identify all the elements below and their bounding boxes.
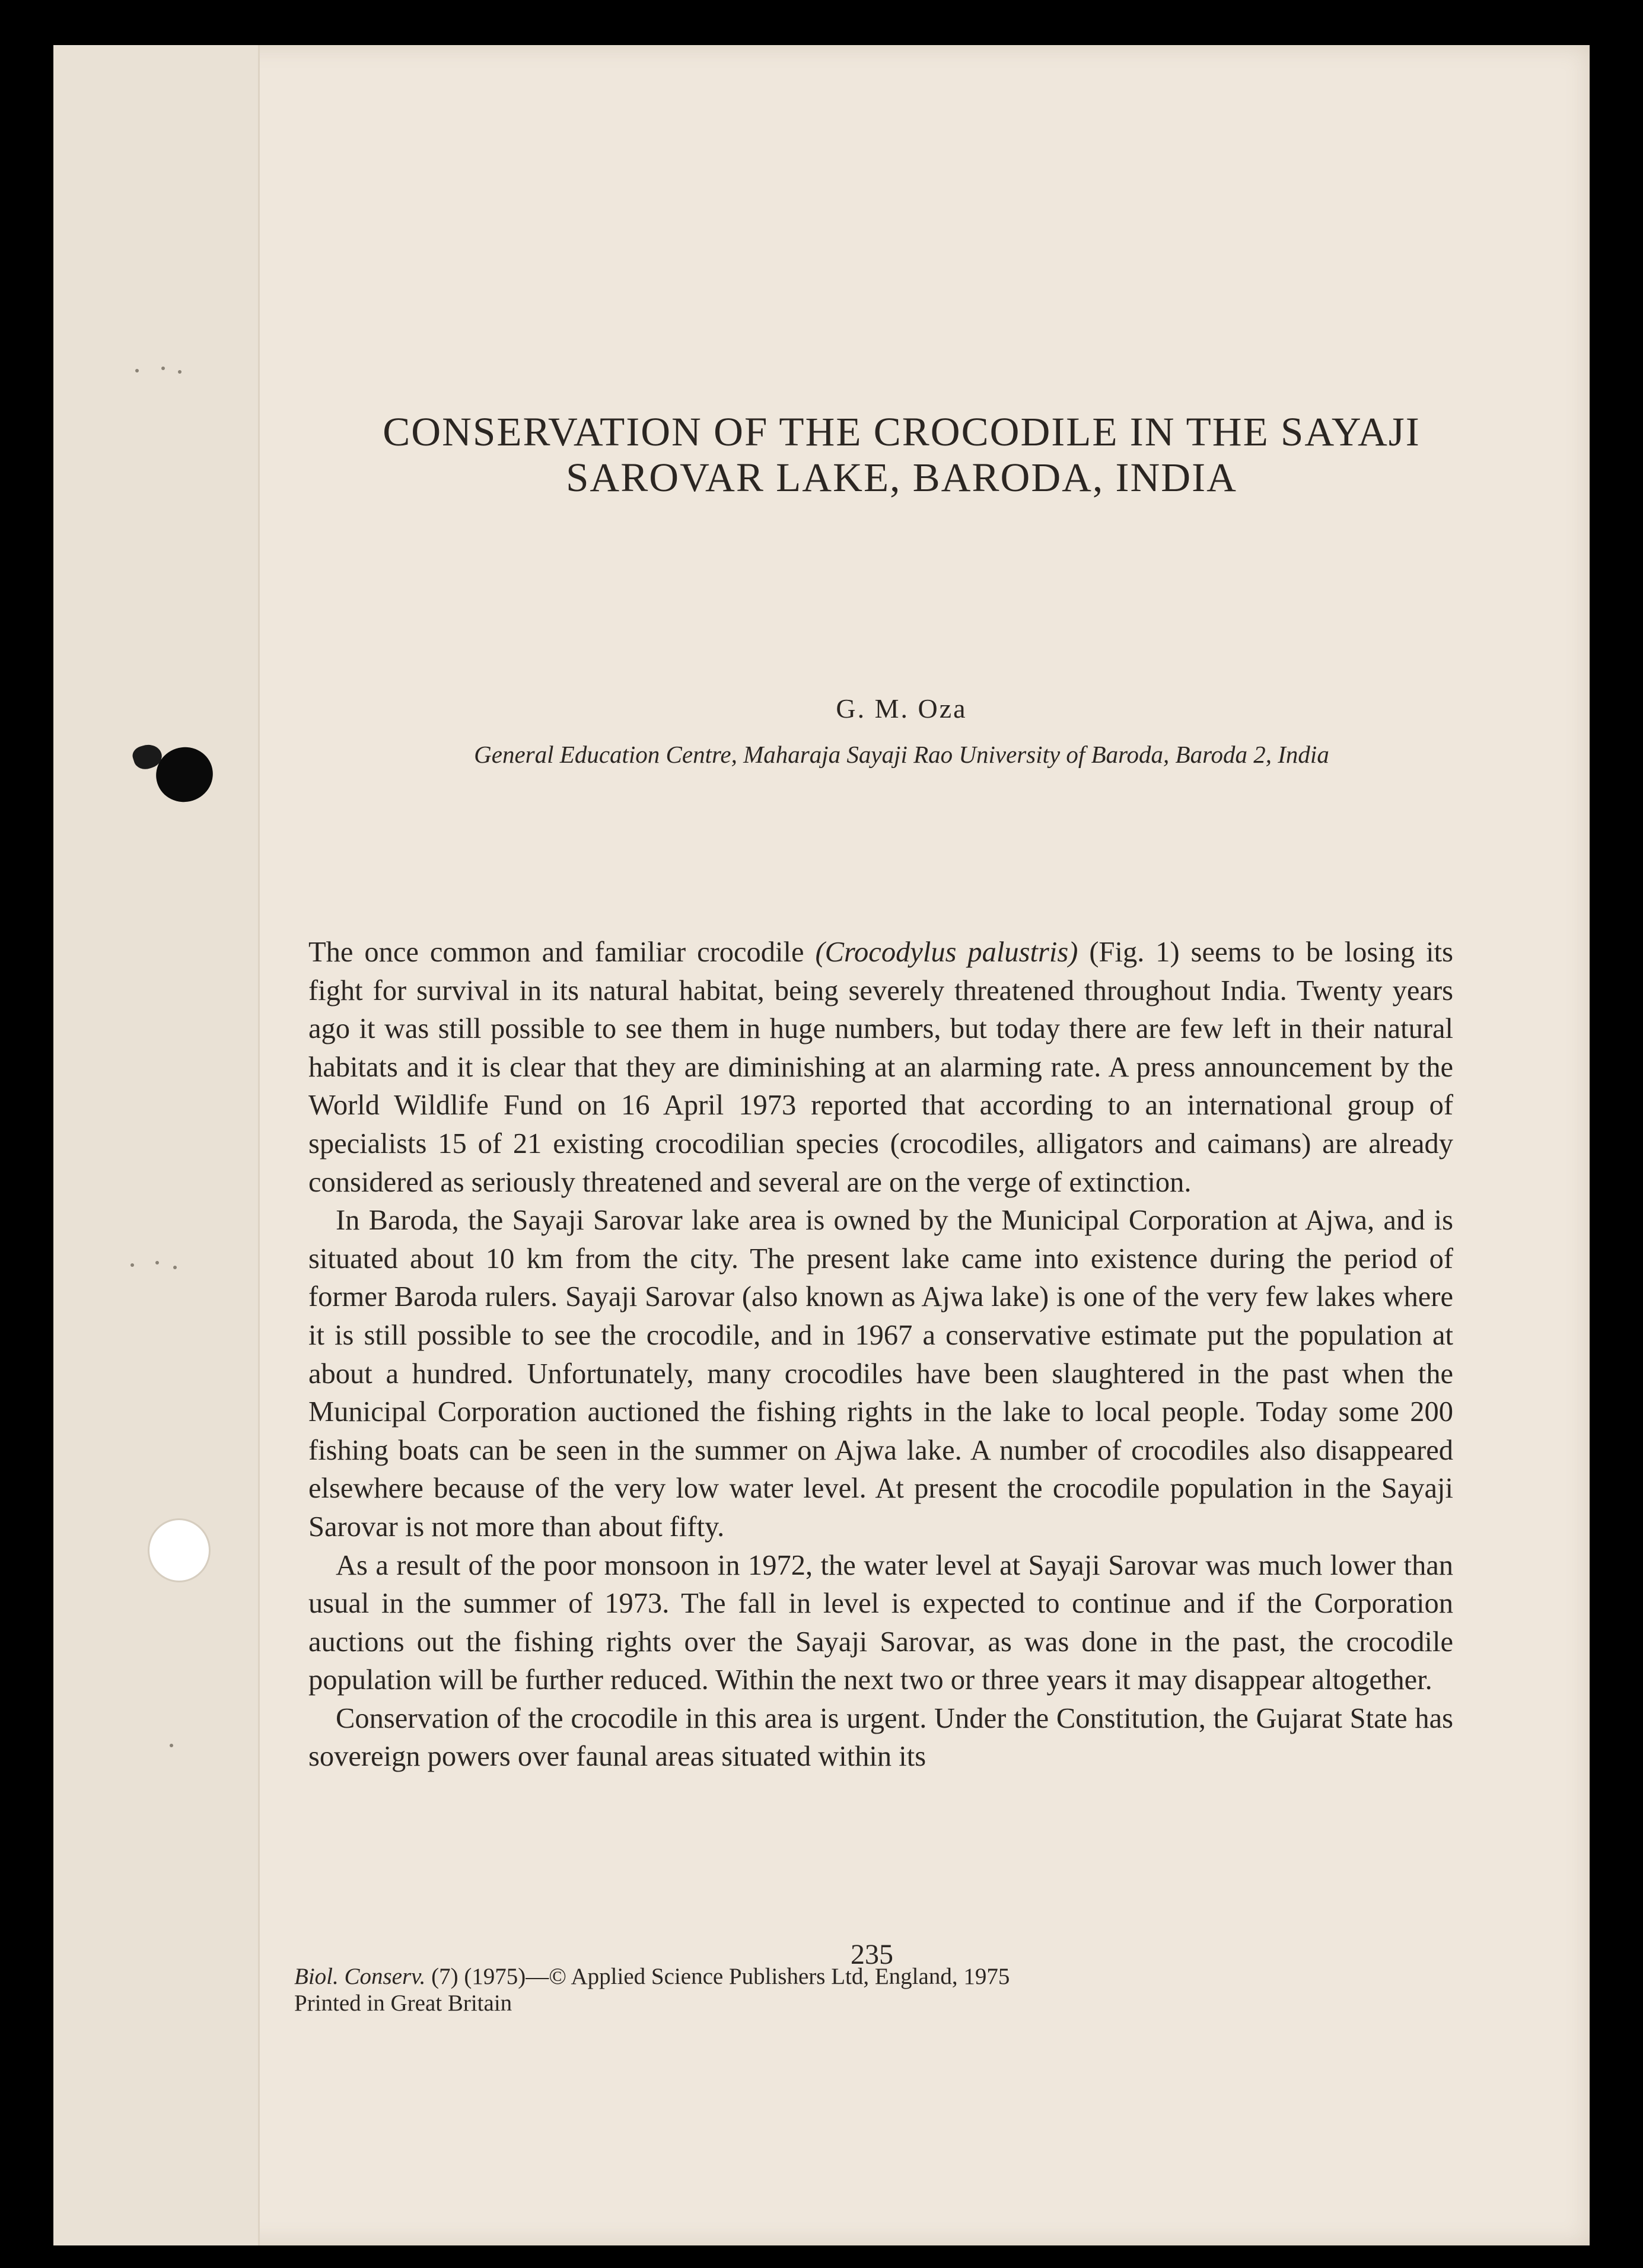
paper-speck xyxy=(173,1266,177,1269)
paragraph-1-rest: (Fig. 1) seems to be losing its fight for survival in its natural habitat, being severely threatened throughout India. Twenty years ago it was still possible to see them in huge numbers, but today there are few left in their natural habitats and it is clear that they are diminishing at an alarming rate. A press announcement by the World Wildlife Fund on 16 April 1973 reported that according to an international group of specialists 15 of 21 existing crocodilian species (crocodiles, alligators and caimans) are already considered as seriously threatened and several are on the verge of extinction. xyxy=(308,936,1453,1198)
citation-details: (7) (1975)—© Applied Science Publishers Ltd, England, 1975 xyxy=(425,1964,1010,1989)
title-line-1: CONSERVATION OF THE CROCODILE IN THE SAYAJI xyxy=(383,409,1421,454)
title-line-2: SAROVAR LAKE, BARODA, INDIA xyxy=(566,455,1237,500)
publication-footer xyxy=(294,1963,1303,2017)
article-title xyxy=(249,409,1554,501)
paragraph-1 xyxy=(308,934,1453,1202)
paper-speck xyxy=(178,370,182,374)
author-name: G. M. Oza xyxy=(836,693,967,724)
paper-speck xyxy=(161,367,165,370)
citation-line xyxy=(294,1963,1303,1990)
page-number: 235 xyxy=(851,1939,893,1970)
paper-speck xyxy=(130,1263,134,1267)
printed-line: Printed in Great Britain xyxy=(294,1990,512,2016)
punch-hole xyxy=(148,1518,211,1582)
paragraph-3: As a result of the poor monsoon in 1972, the water level at Sayaji Sarovar was much lower than usual in the summer of 1973. The fall in level is expected to continue and if the Corporation auctions out the fishing rights over the Sayaji Sarovar, as was done in the past, the crocodile population will be further reduced. Within the next two or three years it may disappear altogether. xyxy=(308,1549,1453,1696)
journal-name: Biol. Conserv. xyxy=(294,1964,426,1989)
author-affiliation: General Education Centre, Maharaja Sayaji Rao University of Baroda, Baroda 2, India xyxy=(474,741,1329,768)
article-body xyxy=(308,934,1453,1776)
paragraph-4: Conservation of the crocodile in this area is urgent. Under the Constitution, the Gujarat State has sovereign powers over faunal areas situated within its xyxy=(308,1702,1453,1773)
paper-speck xyxy=(135,369,139,372)
binding-strip xyxy=(53,45,260,2245)
paper-speck xyxy=(155,1261,159,1264)
paragraph-2: In Baroda, the Sayaji Sarovar lake area is owned by the Municipal Corporation at Ajwa, and is situated about 10 km from the city. The present lake came into existence during the period of former Baroda rulers. Sayaji Sarovar (also known as Ajwa lake) is one of the very few lakes where it is still possible to see the crocodile, and in 1967 a conservative estimate put the population at about a hundred. Unfortunately, many crocodiles have been slaughtered in the past when the Municipal Corporation auctioned the fishing rights in the lake to local people. Today some 200 fishing boats can be seen in the summer on Ajwa lake. A number of crocodiles also disappeared elsewhere because of the very low water level. At present the crocodile population in the Sayaji Sarovar is not more than about fifty. xyxy=(308,1205,1453,1543)
paragraph-1-start: The once common and familiar crocodile xyxy=(308,936,816,968)
species-name: (Crocodylus palustris) xyxy=(815,936,1078,968)
paper-speck xyxy=(170,1744,173,1747)
